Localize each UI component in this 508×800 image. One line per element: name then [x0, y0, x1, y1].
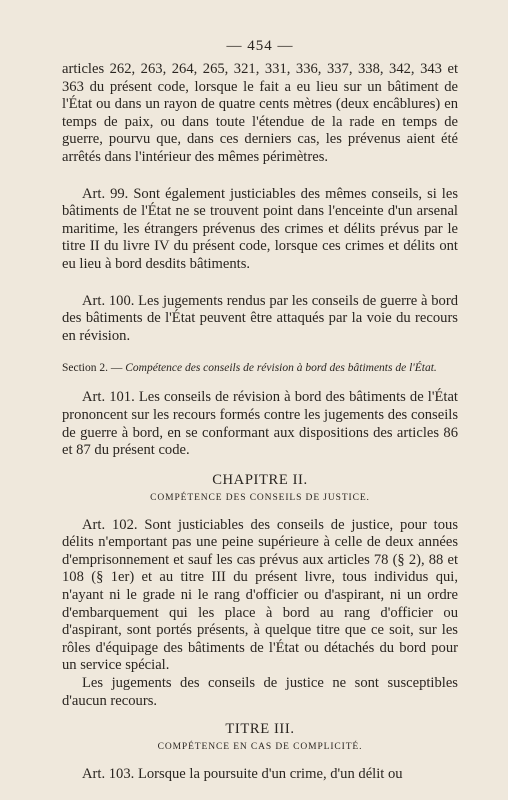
section-title: Compétence des conseils de révision à bord des bâtiments de l'État. [125, 362, 437, 375]
section-heading [62, 361, 458, 375]
article-103: Art. 103. Lorsque la poursuite d'un crime, d'un délit ou [82, 766, 403, 783]
article-102: Art. 102. Sont justiciables des conseils de justice, pour tous délits n'emportant pas une peine supérieure à celle de deux années d'emprisonnement et sauf les cas prévus aux articles 78 (§ 2), 88 et 108 (§ 1er) et au titre III du présent livre, tous individus qui, n'ayant ni le grade ni le rang d'officier ou d'aspirant, ni un ordre d'embarquement qui les place à bord au rang d'officier ou d'aspirant, sont portés présents, à quelque titre que ce soit, sur les rôles d'équipage des bâtiments de l'État ou détachés du bord pour un service spécial. [62, 516, 458, 674]
titre-subtitle: COMPÉTENCE EN CAS DE COMPLICITÉ. [157, 742, 363, 753]
article-100: Art. 100. Les jugements rendus par les conseils de guerre à bord des bâtiments de l'État peuvent être attaqués par la voie du recours en révision. [62, 292, 458, 344]
article-99: Art. 99. Sont également justiciables des mêmes conseils, si les bâtiments de l'État ne se trouvent point dans l'enceinte d'un arsenal maritime, les étrangers prévenus des crimes et délits prévus par le titre II du livre IV du présent code, lorsque ces crimes et délits ont eu lieu à bord desdits bâtiments. [62, 185, 458, 272]
article-102-continuation: Les jugements des conseils de justice ne sont susceptibles d'aucun recours. [62, 675, 458, 709]
chapter-subtitle: COMPÉTENCE DES CONSEILS DE JUSTICE. [150, 492, 370, 503]
article-101: Art. 101. Les conseils de révision à bord des bâtiments de l'État prononcent sur les recours formés contre les jugements des conseils de guerre à bord, en se conformant aux dispositions des articles 86 et 87 du présent code. [62, 389, 458, 459]
paragraph-continued: articles 262, 263, 264, 265, 321, 331, 336, 337, 338, 342, 343 et 363 du présent code, lorsque le fait a eu lieu sur un bâtiment de l'État ou dans un rayon de quatre cents mètres (deux encâblures) en temps de paix, ou dans toute l'étendue de la rade en temps de guerre, pourvu que, dans ces derniers cas, les prévenus aient été arrêtés dans l'intérieur des mêmes périmètres. [62, 61, 458, 165]
chapter-heading: CHAPITRE II. [212, 471, 308, 488]
titre-heading: TITRE III. [225, 721, 295, 738]
section-label: Section 2. — [62, 362, 126, 375]
page-number: — 454 — [226, 38, 294, 54]
